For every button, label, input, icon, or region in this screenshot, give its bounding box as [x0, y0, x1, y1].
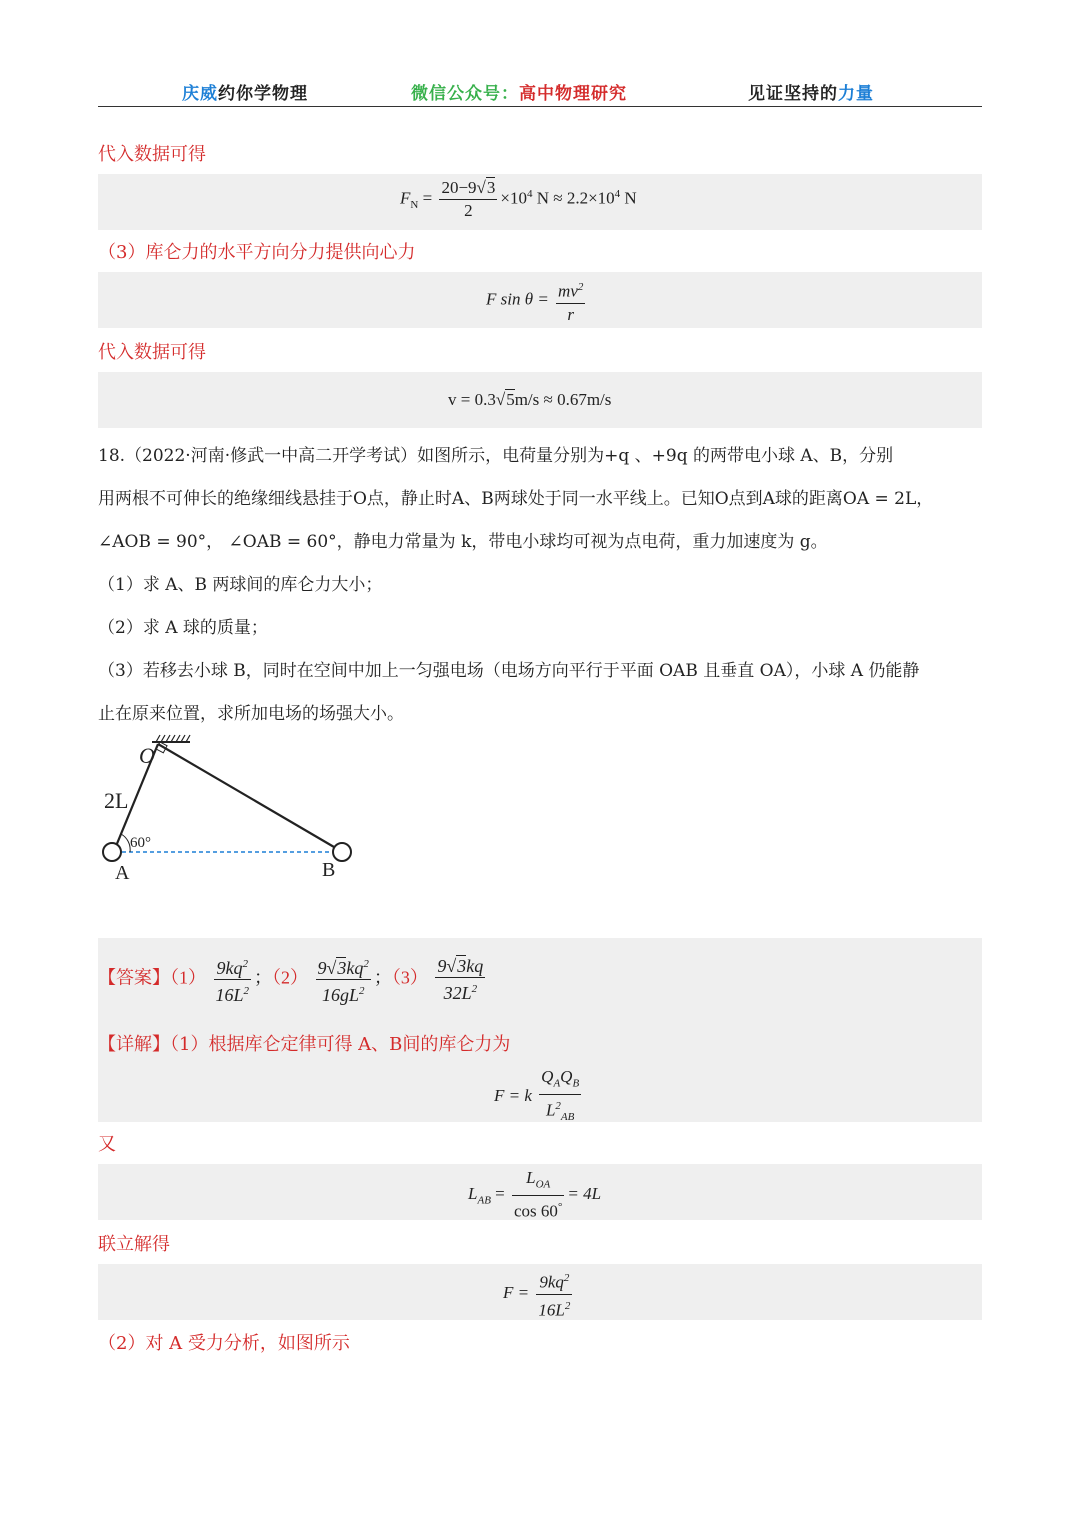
fraction: $\frac{20-9√3}{2}$ [441, 178, 496, 220]
problem-statement [98, 435, 982, 736]
problem-line-3: ∠AOB = 90°， ∠OAB = 60°，静电力常量为 k，带电小球均可视为点电荷，重力加速度为 g。 [98, 532, 828, 552]
substitute-label-1: 代入数据可得 [98, 144, 206, 165]
header-right: 见证坚持的力量 [748, 84, 874, 104]
substitute-label-2: 代入数据可得 [98, 342, 206, 363]
formula-fsin: F sin θ = $\frac{mv^2}{r}$ [486, 276, 588, 326]
problem-line-1: 18.（2022·河南·修武一中高二开学考试）如图所示，电荷量分别为+q 、+9q 的两带电小球 A、B，分别 [98, 446, 894, 466]
part3-label: （3）库仑力的水平方向分力提供向心力 [98, 242, 416, 263]
fraction: $\frac{L_{OA}}{\cos 60^\circ}$ [514, 1168, 563, 1222]
formula-f-result: F = $\frac{9kq^2}{16L^2}$ [503, 1267, 575, 1321]
page-header [98, 76, 982, 107]
angle-arc [121, 834, 130, 852]
fraction: $\frac{mv^2}{r}$ [556, 276, 585, 326]
answer-tag: 【答案】 [98, 967, 170, 989]
answer-3: $\frac{9√3kq}{32L^2}$ [437, 956, 484, 1003]
label-angle: 60° [130, 835, 151, 851]
question-1: （1）求 A、B 两球间的库仑力大小； [98, 575, 383, 595]
formula-v: v = 0.3√5m/s ≈ 0.67m/s [448, 390, 612, 409]
ceiling-hatch [156, 735, 190, 742]
problem-diagram [98, 730, 368, 890]
fraction: $\frac{Q_AQ_B}{L^2_{AB}}$ [541, 1067, 580, 1124]
label-b: B [322, 859, 336, 881]
answer-line: 【答案】（1） $\frac{9kq^2}{16L^2}$ ；（2） $\frac{9√3kq^2}{16gL^2}$ ；（3） $\frac{9√3kq}{32L^2}$ [98, 953, 488, 1006]
label-o: O [139, 743, 155, 768]
question-2: （2）求 A 球的质量； [98, 618, 268, 638]
combine-label: 联立解得 [98, 1234, 170, 1255]
ball-b [333, 843, 351, 861]
header-middle: 微信公众号：高中物理研究 [411, 84, 627, 104]
formula-fn: $F_N$ = $\frac{20-9√3}{2}$ $\times 10^4$ $N \approx 2.2\times 10^4$ N [400, 178, 637, 220]
question-3-line-2: 止在原来位置，求所加电场的场强大小。 [98, 704, 404, 724]
answer-2: $\frac{9√3kq^2}{16gL^2}$ [316, 953, 371, 1006]
formula-coulomb: F = k $\frac{Q_AQ_B}{L^2_{AB}}$ [494, 1066, 584, 1128]
thread-ob [158, 744, 334, 847]
also-label: 又 [98, 1134, 116, 1155]
formula-lab: $L_{AB}$ = $\frac{L_{OA}}{\cos 60^\circ}$ = 4L [468, 1168, 602, 1222]
explanation-intro: 【详解】（1）根据库仑定律可得 A、B间的库仑力为 [98, 1034, 511, 1055]
question-3-line-1: （3）若移去小球 B，同时在空间中加上一匀强电场（电场方向平行于平面 OAB 且垂直 OA），小球 A 仍能静 [98, 661, 920, 681]
ball-a [103, 843, 121, 861]
fraction: $\frac{9kq^2}{16L^2}$ [536, 1267, 572, 1321]
answer-1: $\frac{9kq^2}{16L^2}$ [214, 953, 252, 1006]
part2-label: （2）对 A 受力分析，如图所示 [98, 1333, 350, 1354]
explanation-tag: 【详解】 [98, 1034, 170, 1055]
header-left: 庆威约你学物理 [182, 84, 308, 104]
label-2l: 2L [104, 788, 129, 813]
problem-line-2: 用两根不可伸长的绝缘细线悬挂于O点，静止时A、B两球处于同一水平线上。已知O点到A球的距离OA = 2L， [98, 489, 934, 509]
label-a: A [115, 862, 130, 884]
